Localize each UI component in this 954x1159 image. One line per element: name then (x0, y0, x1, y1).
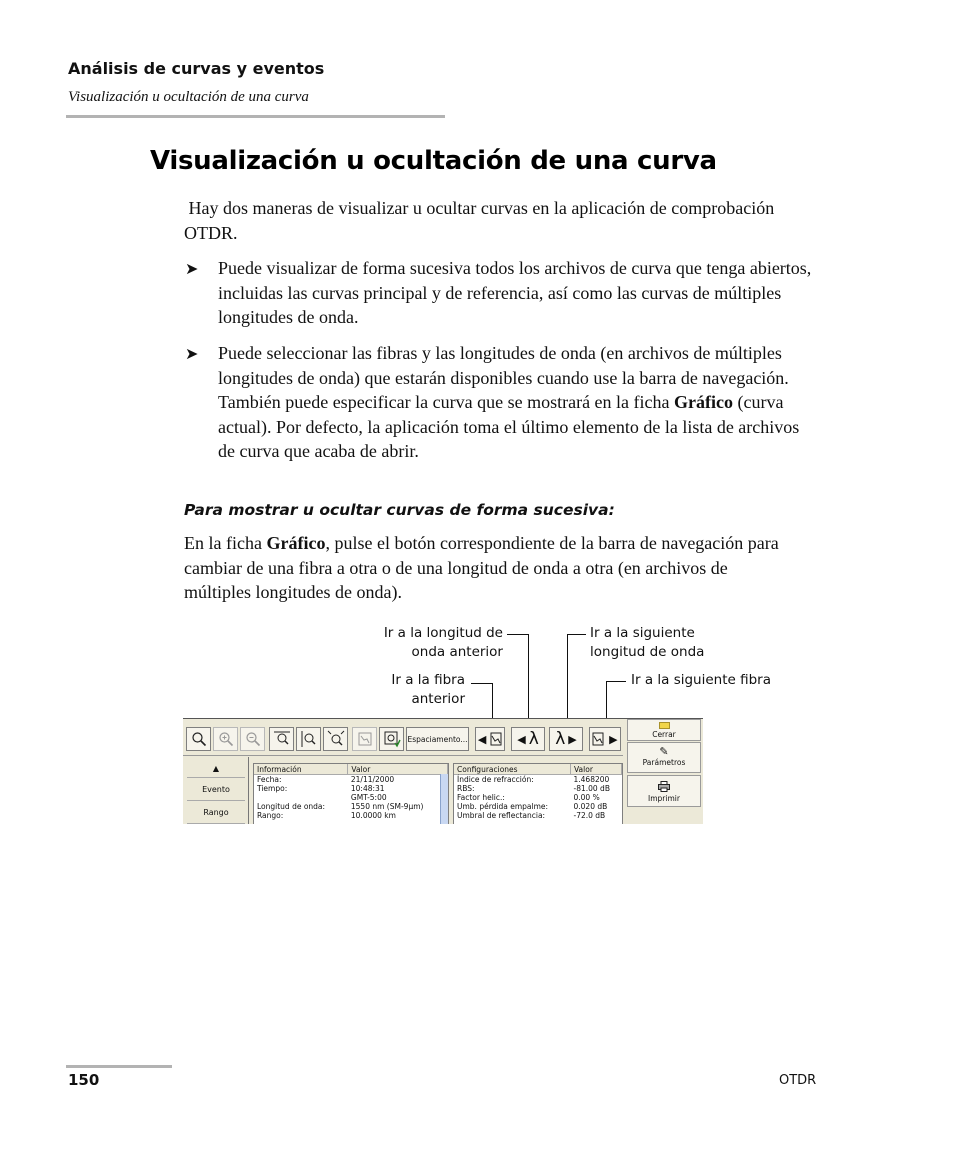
parameters-button-label: Parámetros (642, 758, 686, 767)
callout-next-wavelength (590, 624, 730, 662)
callout-prev-fiber-line2: anterior (411, 691, 465, 707)
table-cell: 0.020 dB (573, 802, 608, 811)
table-cell: -72.0 dB (573, 811, 606, 820)
table-row (454, 784, 622, 793)
magnifier-icon (191, 731, 207, 747)
table-cell: 10:48:31 (350, 784, 385, 793)
page-number: 150 (68, 1071, 100, 1089)
page-title: Visualización u ocultación de una curva (150, 146, 717, 176)
running-header-section: Análisis de curvas y eventos (68, 59, 325, 78)
info-table (254, 764, 448, 820)
right-triangle-icon: ▶ (609, 732, 618, 746)
table-row (254, 811, 448, 820)
intro-paragraph: Hay dos maneras de visualizar u ocultar curvas en la aplicación de comprobación OTDR. (184, 198, 779, 243)
column-header: Información (254, 764, 348, 775)
zoom-in-icon (218, 731, 234, 747)
left-triangle-icon: ◀ (477, 732, 487, 746)
column-header: Configuraciones (454, 764, 571, 775)
edit-document-icon: ✎ (659, 745, 669, 758)
running-header-subsection: Visualización u ocultación de una curva (68, 89, 309, 105)
bullet-2-text-a: Puede seleccionar las fibras y las longitudes de onda (en archivos de múltiples longitudes de onda) que estarán disponibles cuando use la barra de navegación. También puede especificar la curva que se mostrará en la ficha (218, 343, 789, 412)
up-triangle-icon: ▲ (212, 763, 220, 773)
spacing-button[interactable]: Espaciamento... (406, 727, 469, 751)
toolbar-separator (183, 755, 623, 756)
zoom-vertical-icon (300, 730, 318, 748)
table-row (454, 802, 622, 811)
graph-check-icon (383, 730, 401, 748)
graph-check-button[interactable] (379, 727, 404, 751)
callout-prev-fiber-line1: Ir a la fibra (391, 672, 465, 688)
table-row (454, 793, 622, 802)
table-cell: Fecha: (257, 775, 282, 784)
table-row (254, 802, 448, 811)
info-panel (253, 763, 449, 824)
zoom-full-icon (327, 730, 345, 748)
table-cell: Índice de refracción: (457, 775, 534, 784)
table-cell: Umbral de reflectancia: (457, 811, 546, 820)
right-triangle-icon: ▶ (568, 732, 577, 746)
zoom-out-button[interactable] (240, 727, 265, 751)
bullet-2-bold: Gráfico (674, 392, 733, 412)
bullet-2-text-b: (curva actual). Por defecto, la aplicación toma el último elemento de la lista de archivos de curva que acaba de abrir. (218, 392, 800, 461)
procedure-text-a: En la ficha (184, 533, 267, 553)
leader-line (507, 634, 528, 635)
table-row (454, 775, 622, 785)
table-cell: Rango: (257, 811, 284, 820)
table-cell: 0.00 % (573, 793, 600, 802)
side-button-evento[interactable]: Evento (187, 778, 245, 801)
procedure-paragraph (184, 531, 784, 605)
bullet-item-2 (218, 341, 818, 464)
side-divider (248, 757, 249, 824)
next-wavelength-button[interactable] (549, 727, 583, 751)
zoom-full-button[interactable] (323, 727, 348, 751)
table-cell: Longitud de onda: (257, 802, 326, 811)
table-row (254, 784, 448, 793)
printer-icon (658, 781, 670, 792)
procedure-heading: Para mostrar u ocultar curvas de forma sucesiva: (184, 501, 615, 519)
leader-line (528, 634, 529, 722)
table-cell: GMT-5:00 (350, 793, 387, 802)
zoom-out-icon (245, 731, 261, 747)
next-wavelength-lambda: λ (555, 729, 566, 749)
table-cell: 21/11/2000 (350, 775, 395, 784)
close-button[interactable] (627, 719, 701, 741)
parameters-button[interactable] (627, 742, 701, 773)
zoom-in-button[interactable] (213, 727, 238, 751)
zoom-tool-button[interactable] (186, 727, 211, 751)
fiber-trace-icon (592, 732, 604, 746)
bullet-arrow-icon: ➤ (185, 259, 199, 278)
otdr-screenshot (183, 718, 703, 824)
prev-wavelength-lambda: λ (528, 729, 539, 749)
column-header: Valor (348, 764, 448, 775)
footer-product-name: OTDR (779, 1073, 817, 1088)
callout-next-wavelength-line1: Ir a la siguiente (590, 625, 695, 641)
print-button[interactable] (627, 775, 701, 807)
table-row (254, 793, 448, 802)
zoom-horizontal-button[interactable] (269, 727, 294, 751)
leader-line (471, 683, 493, 684)
column-header: Valor (571, 764, 622, 775)
zoom-horizontal-icon (273, 730, 291, 748)
callout-prev-fiber (380, 671, 465, 709)
footer-rule (66, 1065, 172, 1068)
table-cell: 1.468200 (573, 775, 610, 784)
table-cell: Umb. pérdida empalme: (457, 802, 549, 811)
table-cell: 1550 nm (SM-9µm) (350, 802, 424, 811)
prev-fiber-button[interactable] (475, 727, 505, 751)
next-fiber-button[interactable] (589, 727, 621, 751)
header-rule (66, 115, 445, 118)
table-row (254, 775, 448, 785)
graph-frame-icon (357, 731, 373, 747)
callout-next-fiber: Ir a la siguiente fibra (631, 672, 772, 688)
callout-next-wavelength-line2: longitud de onda (590, 644, 705, 660)
table-header-row (454, 764, 622, 775)
table-cell: Factor helic.: (457, 793, 505, 802)
leader-line (606, 681, 607, 721)
callout-prev-wavelength (381, 624, 503, 662)
leader-line (567, 634, 586, 635)
bullet-arrow-icon: ➤ (185, 344, 199, 363)
callout-prev-wavelength-line2: onda anterior (411, 644, 503, 660)
side-scroll-up-button[interactable] (187, 759, 245, 778)
bullet-item-1: Puede visualizar de forma sucesiva todos los archivos de curva que tenga abiertos, incluidas las curvas principal y de referencia, así como las curvas de múltiples longitudes de onda. (218, 258, 812, 327)
close-button-label: Cerrar (652, 730, 676, 739)
table-cell: RBS: (457, 784, 475, 793)
procedure-text-b: , pulse el botón correspondiente de la barra de navegación para cambiar de una fibra a otra o de una longitud de onda a otra (en archivos de múltiples longitudes de onda). (184, 533, 779, 602)
table-cell (254, 793, 348, 802)
zoom-vertical-button[interactable] (296, 727, 321, 751)
print-button-label: Imprimir (648, 794, 680, 803)
info-scrollbar[interactable] (440, 774, 448, 824)
leader-line (567, 634, 568, 722)
config-panel (453, 763, 623, 824)
leader-line (606, 681, 626, 682)
side-button-rango[interactable]: Rango (187, 801, 245, 824)
table-cell: -81.00 dB (573, 784, 610, 793)
folder-icon (659, 722, 670, 729)
left-triangle-icon: ◀ (517, 732, 526, 746)
callout-prev-wavelength-line1: Ir a la longitud de (383, 625, 503, 641)
table-header-row (254, 764, 448, 775)
leader-line (492, 683, 493, 723)
prev-wavelength-button[interactable] (511, 727, 545, 751)
table-row (454, 811, 622, 820)
fiber-trace-icon (490, 732, 502, 746)
fit-graph-button[interactable] (352, 727, 377, 751)
table-cell: Tiempo: (257, 784, 288, 793)
procedure-bold: Gráfico (266, 533, 326, 553)
config-table (454, 764, 622, 820)
table-cell: 10.0000 km (350, 811, 396, 820)
